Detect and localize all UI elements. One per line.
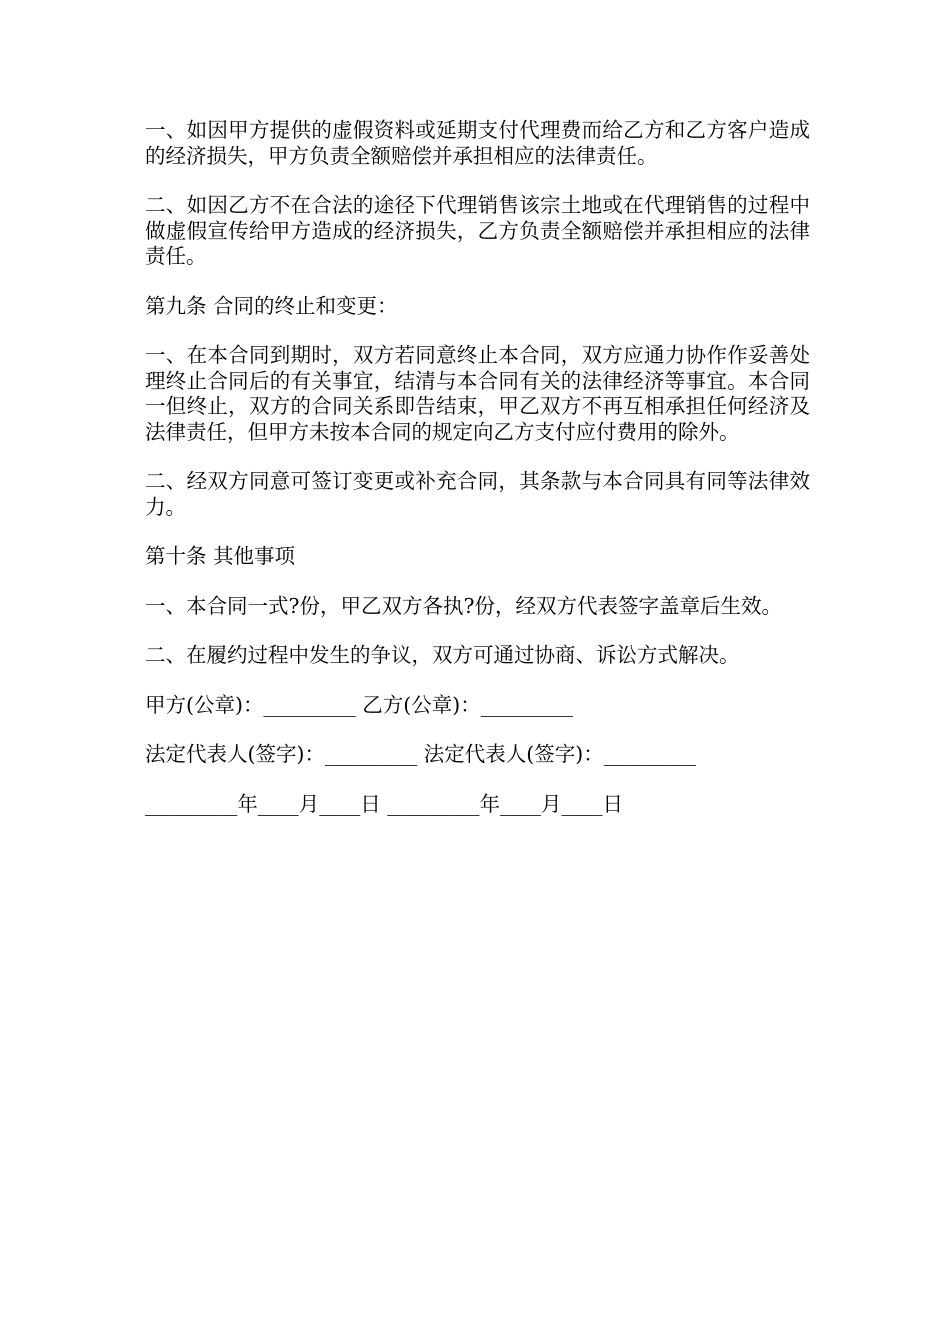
seal-signature-line: 甲方(公章)：_________ 乙方(公章)：_________ xyxy=(145,692,574,717)
clause10-heading: 第十条 其他事项 xyxy=(145,544,296,568)
clause8-item1: 一、如因甲方提供的虚假资料或延期支付代理费而给乙方和乙方客户造成的经济损失，甲方负责全额赔偿并承担相应的法律责任。 xyxy=(145,118,810,168)
clause10-item2: 二、在履约过程中发生的争议，双方可通过协商、诉讼方式解决。 xyxy=(145,643,740,667)
clause8-item2: 二、如因乙方不在合法的途径下代理销售该宗土地或在代理销售的过程中做虚假宣传给甲方造成的经济损失，乙方负责全额赔偿并承担相应的法律责任。 xyxy=(145,193,810,268)
contract-page xyxy=(145,118,810,841)
clause9-item1: 一、在本合同到期时，双方若同意终止本合同，双方应通力协作作妥善处理终止合同后的有关事宜，结清与本合同有关的法律经济等事宜。本合同一但终止，双方的合同关系即告结束，甲乙双方不再互相承担任何经济及法律责任，但甲方未按本合同的规定向乙方支付应付费用的除外。 xyxy=(145,343,810,444)
date-line: _________年____月____日 _________年____月____日 xyxy=(145,791,624,816)
clause9-item2: 二、经双方同意可签订变更或补充合同，其条款与本合同具有同等法律效力。 xyxy=(145,469,810,519)
representative-signature-line: 法定代表人(签字)：_________ 法定代表人(签字)：_________ xyxy=(145,742,697,766)
clause10-item1: 一、本合同一式?份，甲乙双方各执?份，经双方代表签字盖章后生效。 xyxy=(145,593,782,618)
clause9-heading: 第九条 合同的终止和变更： xyxy=(145,293,398,318)
